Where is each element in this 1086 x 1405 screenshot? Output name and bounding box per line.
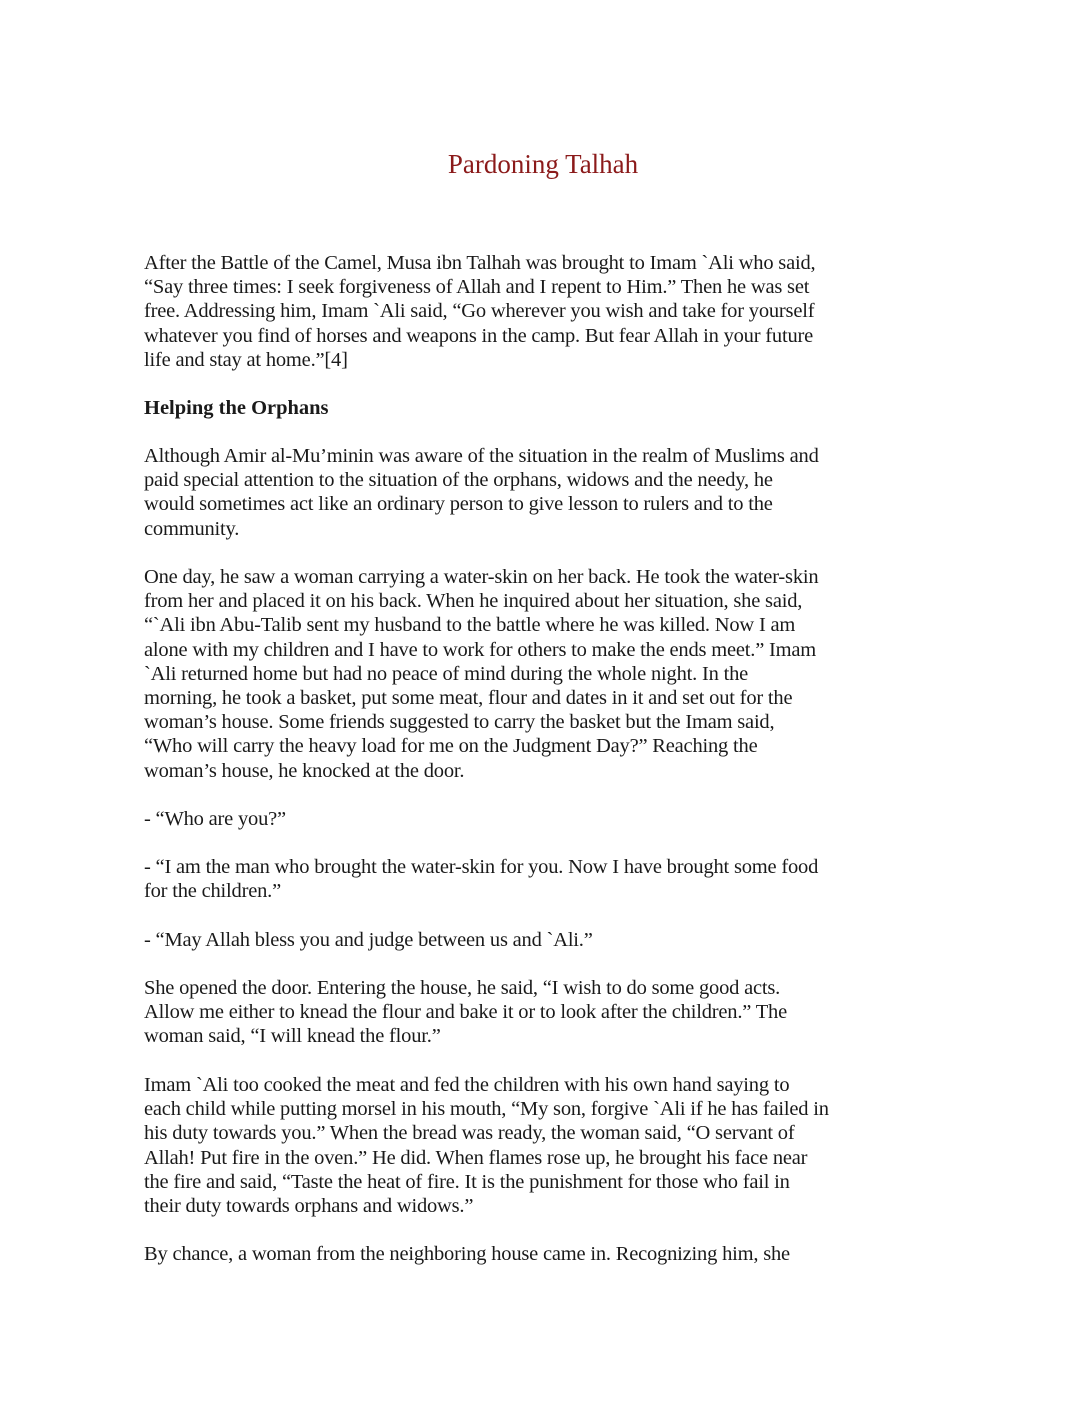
page-title: Pardoning Talhah	[447, 149, 639, 179]
text-line: woman said, “I will knead the flour.”	[144, 1025, 441, 1048]
paragraph-cooked-meat	[144, 1073, 944, 1218]
paragraph-intro-orphans	[144, 444, 944, 541]
paragraph-opened-door	[144, 976, 944, 1049]
text-line: “Who will carry the heavy load for me on the Judgment Day?” Reaching the	[144, 735, 758, 758]
text-line: each child while putting morsel in his mouth, “My son, forgive `Ali if he has failed in	[144, 1098, 829, 1121]
text-line: One day, he saw a woman carrying a water-skin on her back. He took the water-skin	[144, 566, 819, 588]
text-line: - “May Allah bless you and judge between us and `Ali.”	[144, 929, 593, 951]
text-line: Allah! Put fire in the oven.” He did. When flames rose up, he brought his face near	[144, 1146, 808, 1169]
paragraph-pardoning-talhah	[144, 251, 944, 372]
dialogue-line	[144, 928, 944, 952]
text-line: “`Ali ibn Abu-Talib sent my husband to the battle where he was killed. Now I am	[144, 614, 796, 637]
text-line: `Ali returned home but had no peace of mind during the whole night. In the	[144, 662, 749, 685]
text-line: for the children.”	[144, 880, 281, 903]
paragraph-by-chance	[144, 1242, 944, 1266]
text-line: would sometimes act like an ordinary person to give lesson to rulers and to the	[144, 493, 773, 516]
text-line: life and stay at home.”[4]	[144, 348, 348, 371]
text-line: Allow me either to knead the flour and bake it or to look after the children.” The	[144, 1001, 787, 1024]
section-heading: Helping the Orphans	[144, 397, 329, 419]
text-line: from her and placed it on his back. When he inquired about her situation, she said,	[144, 590, 803, 613]
paragraph-water-skin	[144, 565, 944, 783]
text-line: She opened the door. Entering the house, he said, “I wish to do some good acts.	[144, 977, 781, 999]
text-line: woman’s house. Some friends suggested to carry the basket but the Imam said,	[144, 711, 775, 734]
text-line: community.	[144, 517, 240, 540]
text-line: morning, he took a basket, put some meat, flour and dates in it and set out for the	[144, 687, 793, 710]
text-line: paid special attention to the situation of the orphans, widows and the needy, he	[144, 469, 773, 492]
text-line: “Say three times: I seek forgiveness of Allah and I repent to Him.” Then he was set	[144, 276, 810, 299]
text-line: his duty towards you.” When the bread was ready, the woman said, “O servant of	[144, 1122, 795, 1145]
text-line: free. Addressing him, Imam `Ali said, “Go wherever you wish and take for yourself	[144, 300, 815, 323]
text-line: the fire and said, “Taste the heat of fire. It is the punishment for those who fail in	[144, 1170, 790, 1193]
text-line: - “Who are you?”	[144, 808, 286, 830]
text-line: alone with my children and I have to work for others to make the ends meet.” Imam	[144, 638, 817, 661]
text-line: After the Battle of the Camel, Musa ibn Talhah was brought to Imam `Ali who said,	[144, 252, 816, 274]
text-line: whatever you find of horses and weapons in the camp. But fear Allah in your future	[144, 324, 814, 347]
text-line: Imam `Ali too cooked the meat and fed the children with his own hand saying to	[144, 1074, 790, 1096]
text-line: - “I am the man who brought the water-skin for you. Now I have brought some food	[144, 856, 819, 878]
text-line: woman’s house, he knocked at the door.	[144, 759, 465, 782]
text-line: Although Amir al-Mu’minin was aware of the situation in the realm of Muslims and	[144, 445, 819, 467]
text-line: their duty towards orphans and widows.”	[144, 1195, 474, 1218]
dialogue-line	[144, 855, 944, 903]
dialogue-line	[144, 807, 944, 831]
text-line: By chance, a woman from the neighboring house came in. Recognizing him, she	[144, 1243, 790, 1265]
